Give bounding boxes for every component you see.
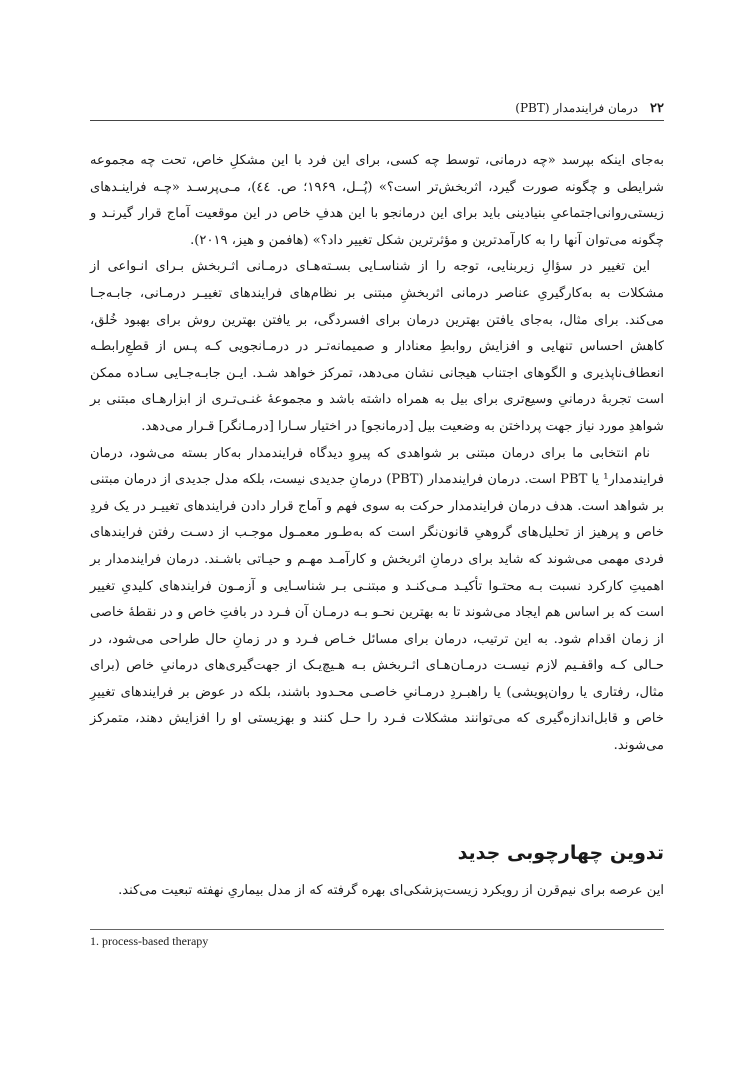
section-heading: تدوین چهارچوبی جدید bbox=[457, 842, 664, 864]
paragraph-3: نام انتخابی ما برای درمان مبتنی بر شواهدی که پیروِ دیدگاه فرایندمدار به‌کار بسته می‌شود، درمان فرایندمدار¹ یا PBT است. درمان فرایندمدار (PBT) درمانِ جدیدی نیست، بلکه مدل جدیدی از درمان مبتنی بر شواهد است. هدف درمان فرایندمدار حرکت به سوی فهم و آماج قرار دادن فرایندهای تغییـر در یک فردِ خاص و پرهیز از تحلیل‌های گروهیِ قانون‌نگر است که به‌طـور معمـول موجـب از دسـت رفتن فرایندهای فردی مهمی می‌شوند که شاید برای درمانِ اثربخش و کارآمـد مهـم و حیـاتی باشـند. درمان فرایندمدار بر اهمیتِ کارکرد نسبت بـه محتـوا تأکیـد مـی‌کنـد و مبتنـی بـر شناسـایی و آزمـون فرایندهای کلیدیِ تغییر است که بر اساس هم ایجاد می‌شوند تا به بهترین نحـو بـه درمـان آن فـرد در بافتِ خاص و در نقطهٔ خاصی از زمان اقدام شود. به این ترتیب، درمان برای مسائل خـاص فـرد و در زمانِ حال طراحی می‌شود، در حـالی کـه واقفـیم لازم نیسـت درمـان‌هـای اثـربخش بـه هـیچ‌یـک از جهت‌گیری‌های درمانیِ خاص (برای مثال، رفتاری یا روان‌پویشی) یا راهبـردِ درمـانیِ خاصـی محـدود باشند، بلکه در عوض بر فرایندهای تغییرِ خاص و قابل‌اندازه‌گیری که می‌توانند مشکلات فـرد را حـل کنند و بهزیستی او را افزایش دهند، متمرکز می‌شوند. bbox=[90, 445, 664, 754]
page-number: ۲۲ bbox=[650, 100, 664, 116]
footnote-divider bbox=[90, 929, 664, 930]
body-text bbox=[90, 148, 664, 760]
running-header bbox=[90, 98, 664, 118]
footnote: 1. process-based therapy bbox=[90, 934, 209, 948]
header-divider bbox=[90, 120, 664, 121]
paragraph-2: این تغییر در سؤالِ زیربنایی، توجه را از شناسـایی بسـته‌هـای درمـانی اثـربخش بـرای انـواعی از مشکلات به به‌کارگیریِ عناصر درمانی اثربخشِ مبتنی بر نظام‌های فرایندهای تغییـر درمـانی، جابـه‌جـا می‌کند. برای مثال، به‌جای یافتن بهترین درمان برای افسردگی، بر یافتن بهترین روش برای بهبود خُلق، کاهش احساس تنهایی و افزایش روابطِ معنادار و صمیمانه‌تـر در درمـانجویی کـه پـس از قطعِ‌رابطـه انعطاف‌ناپذیری و الگوهای اجتناب هیجانی نشان می‌دهد، تمرکز خواهد شـد. ایـن جابـه‌جـایی سـاده ممکن است تجربهٔ درمانیِ وسیع‌تری برای بیل به همراه داشته باشد و مجموعهٔ غنـی‌تـری از ابزارهـای مبتنی بر شواهدِ مورد نیاز جهت پرداختن به وضعیت بیل [درمانجو] در اختیار سـارا [درمـانگر] قـرار می‌دهد. bbox=[90, 259, 664, 434]
running-title: درمان فرایندمدار (PBT) bbox=[515, 101, 639, 115]
section-paragraph: این عرصه برای نیم‌قرن از رویکرد زیست‌پزشکی‌ای بهره گرفته که از مدل بیماریِ نهفته تبعیت می‌کند. bbox=[118, 883, 664, 898]
paragraph-1: به‌جای اینکه بپرسد «چه درمانی، توسط چه کسی، برای این فرد با این مشکلِ خاص، تحت چه مجموعه شرایطی و چگونه صورت گیرد، اثربخش‌تر است؟» (پُــل، ۱۹۶۹؛ ص. ٤٤)، مـی‌پرسـد «چـه فراینـدهای زیستی‌روانی‌اجتماعیِ بنیادینی باید برای این درمانجو با این هدفِ خاص در این موقعیت آماج قرار گیرنـد و چگونه می‌توان آنها را به کارآمدترین و مؤثرترین شکل تغییر داد؟» (هافمن و هیز، ۲۰۱۹). bbox=[90, 153, 664, 248]
